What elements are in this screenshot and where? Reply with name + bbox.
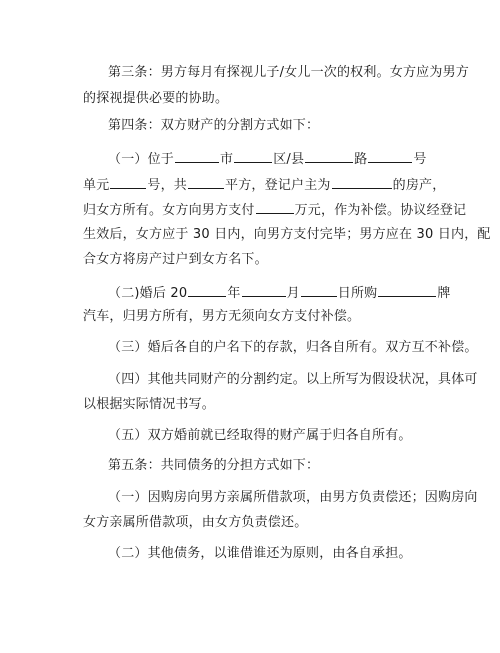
article-5-title (108, 458, 319, 474)
debt-item-1-text-1: （一）因购房向男方亲属所借款项，由男方负责偿还；因购房向 (108, 490, 478, 505)
item-5-text: （五）双方婚前就已经取得的财产属于归各自所有。 (108, 428, 412, 443)
article-4-item-1-line-4 (83, 227, 491, 243)
area-blank (188, 176, 224, 189)
article-3-text-2: 的探视提供必要的协助。 (83, 91, 229, 106)
payment-label: 归女方所有。女方向男方支付 (83, 203, 255, 218)
item-4-text-2: 以根据实际情况书写。 (83, 397, 216, 412)
debt-item-2-text: （二）其他债务，以谁借谁还为原则，由各自承担。 (108, 546, 412, 561)
item-4-text-1: （四）其他共同财产的分割约定。以上所写为假设状况，具体可 (108, 372, 478, 387)
item-1-location-label: （一）位于 (108, 152, 175, 167)
item-3-text: （三）婚后各自的户名下的存款，归各自所有。双方互不补偿。 (108, 340, 478, 355)
district-blank (234, 150, 272, 163)
article-4-item-4-line-2 (83, 397, 215, 413)
month-label: 月 (286, 286, 300, 301)
brand-blank (378, 284, 436, 297)
article-5-item-1-line-2 (83, 515, 307, 531)
road-label: 路 (354, 152, 368, 167)
article-4-title-text: 第四条：双方财产的分割方式如下： (108, 118, 320, 133)
brand-label: 牌 (437, 286, 451, 301)
year-label: 年 (227, 286, 241, 301)
number-blank (368, 150, 412, 163)
district-label: 区/县 (273, 152, 305, 167)
unit-label: 单元 (83, 178, 110, 193)
article-3-text-1: 第三条：男方每月有探视儿子/女儿一次的权利。女方应为男方 (108, 65, 469, 80)
article-4-item-5 (108, 428, 412, 444)
article-4-item-4-line-1 (108, 372, 478, 388)
article-4-item-1-line-1 (108, 150, 427, 168)
article-4-item-2-line-1 (108, 284, 451, 302)
article-5-item-1-line-1 (108, 490, 478, 506)
compensation-label: 万元，作为补偿。协议经登记 (294, 203, 467, 218)
article-4-item-1-line-3 (83, 201, 466, 219)
debt-item-1-text-2: 女方亲属所借款项，由女方负责偿还。 (83, 515, 308, 530)
area-owner-label: 平方，登记户主为 (225, 178, 331, 193)
property-label: 的房产， (392, 178, 446, 193)
article-3-line-1 (108, 65, 469, 81)
item-1-text-4: 生效后，女方应于 30 日内，向男方支付完毕；男方应在 30 日内，配 (83, 227, 491, 242)
month-blank (242, 284, 286, 297)
article-5-title-text: 第五条：共同债务的分担方式如下： (108, 458, 320, 473)
article-4-item-3 (108, 340, 478, 356)
article-4-item-1-line-5 (83, 252, 268, 268)
purchase-year-label: （二)婚后 20 (108, 286, 188, 301)
item-1-text-5: 合女方将房产过户到女方名下。 (83, 252, 268, 267)
item-2-text-2: 汽车，归男方所有，男方无须向女方支付补偿。 (83, 309, 361, 324)
road-blank (305, 150, 353, 163)
amount-blank (256, 201, 294, 214)
unit-blank (110, 176, 146, 189)
year-blank (188, 284, 226, 297)
day-blank (301, 284, 337, 297)
owner-blank (332, 176, 392, 189)
article-4-item-2-line-2 (83, 309, 360, 325)
article-4-title (108, 118, 319, 134)
day-label: 日所购 (337, 286, 378, 301)
number-label: 号 (413, 152, 427, 167)
article-3-line-2 (83, 91, 228, 107)
city-label: 市 (220, 152, 234, 167)
article-4-item-1-line-2 (83, 176, 445, 194)
unit-number-label: 号，共 (147, 178, 188, 193)
city-blank (175, 150, 219, 163)
article-5-item-2 (108, 546, 412, 562)
